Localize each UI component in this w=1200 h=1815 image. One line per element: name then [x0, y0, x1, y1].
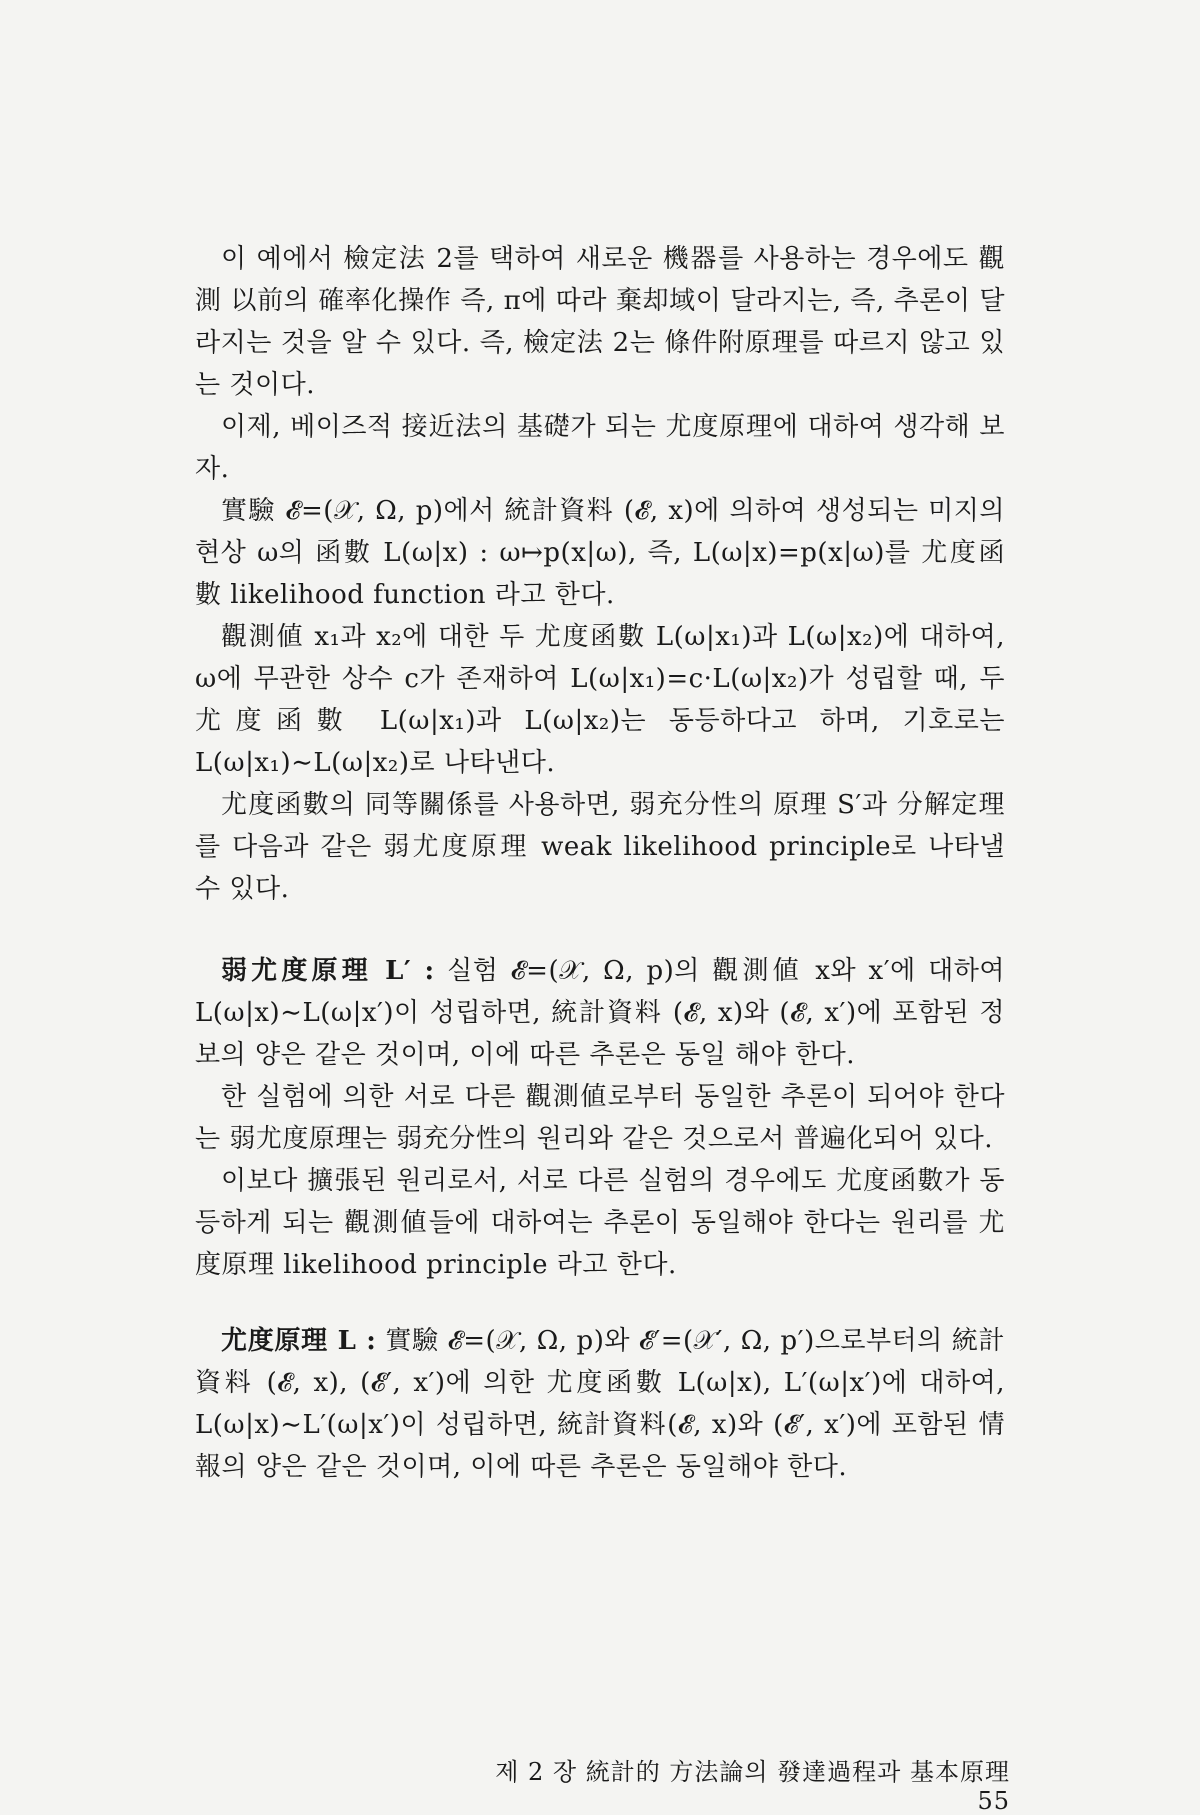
page-number: 55 — [977, 1787, 1010, 1815]
paragraph-3: 實驗 𝓔=(𝒳, Ω, p)에서 統計資料 (𝓔, x)에 의하여 생성되는 미지의 현상 ω의 函數 L(ω|x) : ω↦p(x|ω), 즉, L(ω|x)=p(x|ω)를 尤度函數 likelihood function 라고 한다. — [195, 496, 1005, 610]
paragraph-7: 이보다 擴張된 원리로서, 서로 다른 실험의 경우에도 尤度函數가 동등하게 되는 觀測値들에 대하여는 추론이 동일해야 한다는 원리를 尤度原理 likelihood principle 라고 한다. — [195, 1166, 1005, 1280]
paragraph-6: 한 실험에 의한 서로 다른 觀測値로부터 동일한 추론이 되어야 한다는 弱尤度原理는 弱充分性의 원리와 같은 것으로서 普遍化되어 있다. — [195, 1082, 1005, 1154]
definition-weak-likelihood — [195, 950, 1005, 1076]
paragraph-5: 尤度函數의 同等關係를 사용하면, 弱充分性의 原理 S′과 分解定理를 다음과 같은 弱尤度原理 weak likelihood principle로 나타낼 수 있다. — [195, 790, 1005, 904]
definition-text: 實驗 𝓔=(𝒳, Ω, p)와 𝓔′=(𝒳′, Ω, p′)으로부터의 統計資料 (𝓔, x), (𝓔′, x′)에 의한 尤度函數 L(ω|x), L′(ω|x′)에 대하여, L(ω|x)∼L′(ω|x′)이 성립하면, 統計資料(𝓔, x)와 (𝓔′, x′)에 포함된 情報의 양은 같은 것이며, 이에 따른 추론은 동일해야 한다. — [195, 1326, 1006, 1482]
definition-label: 尤度原理 L : — [221, 1326, 377, 1356]
paragraph-1: 이 예에서 檢定法 2를 택하여 새로운 機器를 사용하는 경우에도 觀測 以前의 確率化操作 즉, π에 따라 棄却域이 달라지는, 즉, 추론이 달라지는 것을 알 수 있다. 즉, 檢定法 2는 條件附原理를 따르지 않고 있는 것이다. — [195, 244, 1005, 400]
definition-likelihood — [195, 1320, 1005, 1488]
page-footer — [440, 1752, 1010, 1815]
paragraph-4: 觀測値 x₁과 x₂에 대한 두 尤度函數 L(ω|x₁)과 L(ω|x₂)에 대하여, ω에 무관한 상수 c가 존재하여 L(ω|x₁)=c·L(ω|x₂)가 성립할 때, 두 尤度函數 L(ω|x₁)과 L(ω|x₂)는 동등하다고 하며, 기호로는 L(ω|x₁)∼L(ω|x₂)로 나타낸다. — [195, 622, 1005, 778]
definition-text: 실험 𝓔=(𝒳, Ω, p)의 觀測値 x와 x′에 대하여 L(ω|x)∼L(ω|x′)이 성립하면, 統計資料 (𝓔, x)와 (𝓔, x′)에 포함된 정보의 양은 같은 것이며, 이에 따른 추론은 동일 해야 한다. — [195, 956, 1006, 1070]
definition-label: 弱尤度原理 L′ : — [221, 956, 435, 986]
paragraph-2: 이제, 베이즈적 接近法의 基礎가 되는 尤度原理에 대하여 생각해 보자. — [195, 412, 1005, 484]
chapter-title: 제 2 장 統計的 方法論의 發達過程과 基本原理 — [495, 1758, 1010, 1786]
